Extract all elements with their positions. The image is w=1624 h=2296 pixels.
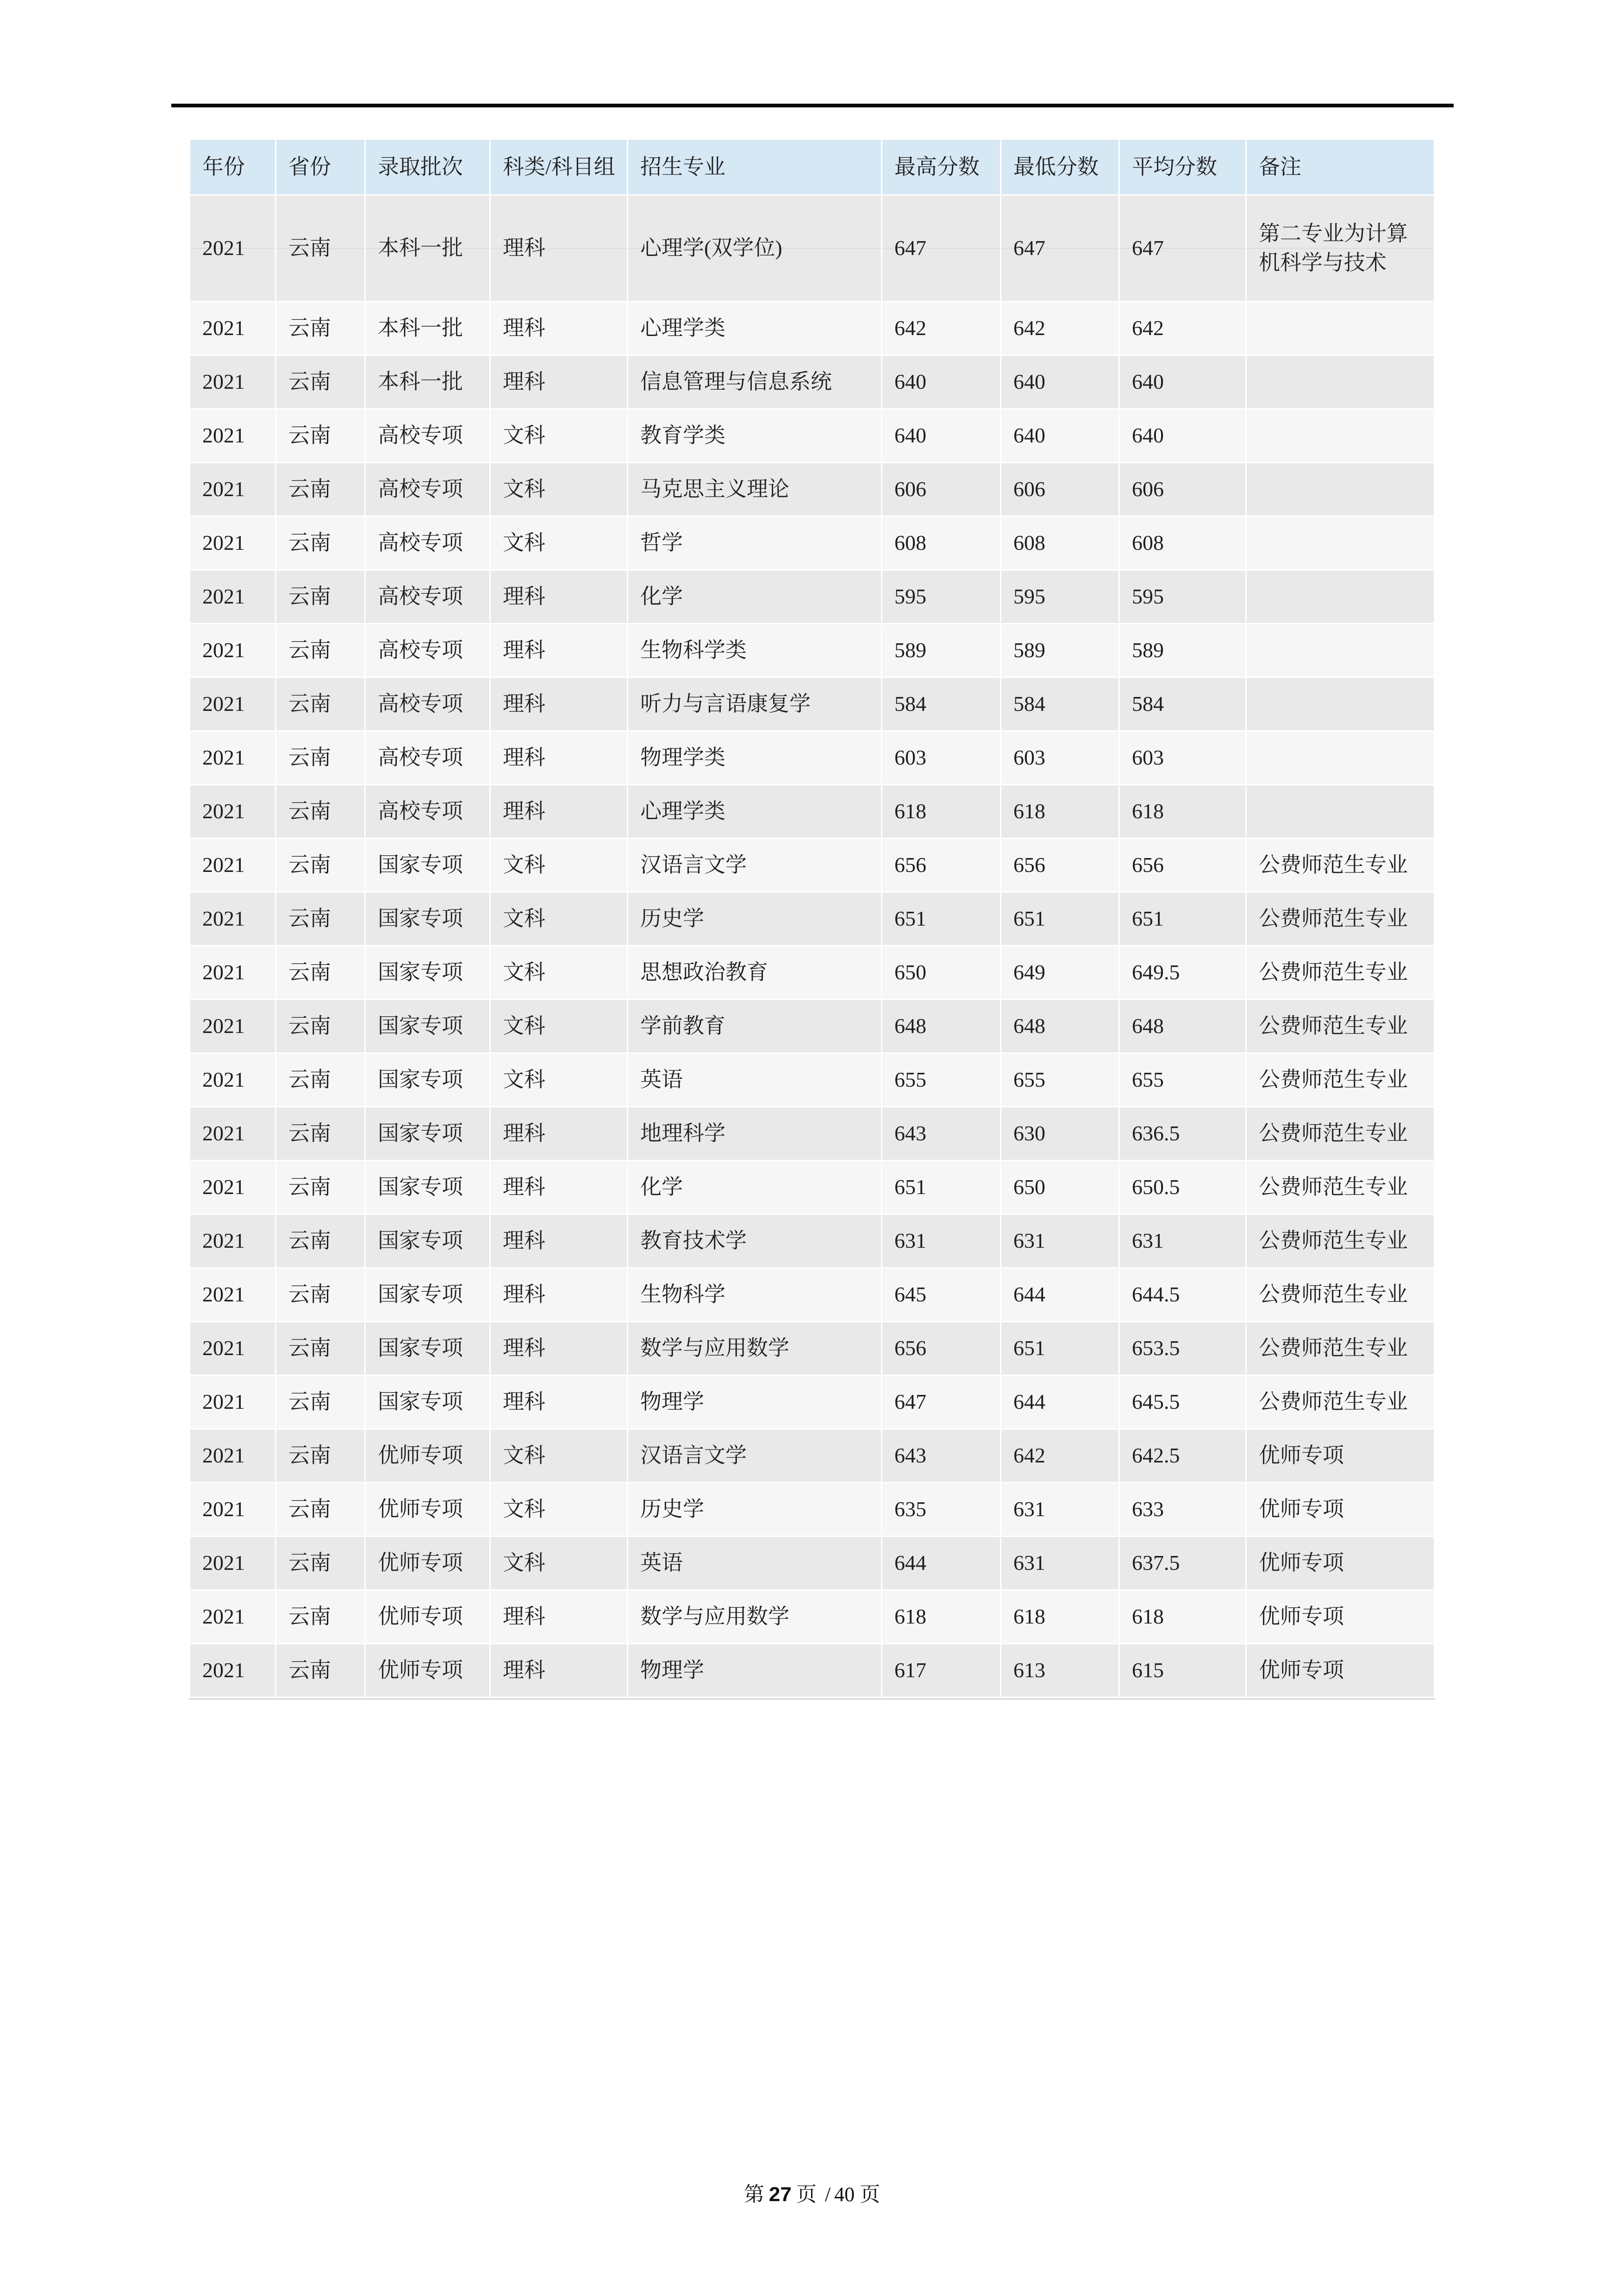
table-cell: 优师专项 xyxy=(1247,1430,1434,1482)
table-cell: 589 xyxy=(1120,624,1245,677)
footer-total: 40 xyxy=(834,2183,855,2206)
table-cell: 2021 xyxy=(190,1054,275,1106)
table-cell: 心理学类 xyxy=(628,302,881,355)
table-cell: 优师专项 xyxy=(1247,1591,1434,1643)
table-header-row xyxy=(190,140,1434,194)
table-cell: 化学 xyxy=(628,1161,881,1213)
table-cell: 2021 xyxy=(190,732,275,784)
table-cell: 优师专项 xyxy=(366,1591,489,1643)
table-cell: 云南 xyxy=(276,1269,364,1321)
header-cell: 最高分数 xyxy=(882,140,1000,194)
table-cell: 公费师范生专业 xyxy=(1247,839,1434,891)
table-cell: 642 xyxy=(882,302,1000,355)
table-cell: 640 xyxy=(1120,410,1245,462)
table-cell: 第二专业为计算机科学与技术 xyxy=(1247,196,1434,301)
table-row xyxy=(190,946,1434,999)
table-cell: 文科 xyxy=(491,410,627,462)
table-cell: 615 xyxy=(1120,1644,1245,1697)
table-cell: 马克思主义理论 xyxy=(628,463,881,516)
table-cell: 655 xyxy=(882,1054,1000,1106)
admission-score-table xyxy=(189,138,1435,1700)
page-footer xyxy=(0,2181,1624,2209)
table-cell: 2021 xyxy=(190,946,275,999)
table-cell: 历史学 xyxy=(628,1483,881,1536)
table-cell: 文科 xyxy=(491,1000,627,1052)
table-cell: 644 xyxy=(882,1537,1000,1589)
table-cell: 640 xyxy=(882,410,1000,462)
table-cell: 云南 xyxy=(276,356,364,408)
table-row xyxy=(190,1161,1434,1213)
table-cell: 听力与言语康复学 xyxy=(628,678,881,730)
table-cell: 2021 xyxy=(190,463,275,516)
table-cell: 物理学 xyxy=(628,1376,881,1428)
table-cell: 640 xyxy=(1001,356,1118,408)
table-cell: 理科 xyxy=(491,732,627,784)
table-cell: 物理学 xyxy=(628,1644,881,1697)
table-cell: 英语 xyxy=(628,1054,881,1106)
table-cell: 642 xyxy=(1001,1430,1118,1482)
table-cell: 高校专项 xyxy=(366,678,489,730)
table-row xyxy=(190,1269,1434,1321)
table-cell: 文科 xyxy=(491,463,627,516)
table-cell: 2021 xyxy=(190,1161,275,1213)
table-cell: 650.5 xyxy=(1120,1161,1245,1213)
table-cell: 云南 xyxy=(276,678,364,730)
table-cell: 650 xyxy=(1001,1161,1118,1213)
table-cell: 本科一批 xyxy=(366,356,489,408)
table-cell: 656 xyxy=(1001,839,1118,891)
table-cell: 2021 xyxy=(190,517,275,569)
footer-page-number: 27 xyxy=(768,2183,792,2206)
table-body xyxy=(190,196,1434,1697)
table-cell: 643 xyxy=(882,1108,1000,1160)
table-cell: 656 xyxy=(1120,839,1245,891)
table-cell: 理科 xyxy=(491,1269,627,1321)
table-cell: 618 xyxy=(1001,785,1118,838)
table-cell: 589 xyxy=(882,624,1000,677)
table-cell: 2021 xyxy=(190,1376,275,1428)
table-cell: 优师专项 xyxy=(366,1537,489,1589)
table-cell: 云南 xyxy=(276,410,364,462)
table-cell: 2021 xyxy=(190,839,275,891)
table-cell: 公费师范生专业 xyxy=(1247,1376,1434,1428)
table-row xyxy=(190,1430,1434,1482)
table-cell: 595 xyxy=(1001,571,1118,623)
table-cell: 云南 xyxy=(276,839,364,891)
table-cell: 613 xyxy=(1001,1644,1118,1697)
table-cell: 心理学(双学位) xyxy=(628,196,881,301)
table-cell: 618 xyxy=(1001,1591,1118,1643)
table-cell: 640 xyxy=(1120,356,1245,408)
table-cell: 2021 xyxy=(190,893,275,945)
table-cell: 云南 xyxy=(276,571,364,623)
table-cell: 云南 xyxy=(276,1483,364,1536)
table-cell: 云南 xyxy=(276,1108,364,1160)
table-cell: 云南 xyxy=(276,1054,364,1106)
table-cell: 648 xyxy=(1120,1000,1245,1052)
table-row xyxy=(190,624,1434,677)
table-cell: 公费师范生专业 xyxy=(1247,893,1434,945)
table-cell: 理科 xyxy=(491,356,627,408)
table-row xyxy=(190,571,1434,623)
table-cell: 信息管理与信息系统 xyxy=(628,356,881,408)
table-cell: 国家专项 xyxy=(366,1322,489,1375)
table-cell: 644.5 xyxy=(1120,1269,1245,1321)
table-cell: 2021 xyxy=(190,1215,275,1267)
table-cell: 618 xyxy=(882,1591,1000,1643)
table-row xyxy=(190,839,1434,891)
table-cell: 644 xyxy=(1001,1269,1118,1321)
table-cell: 631 xyxy=(1001,1483,1118,1536)
table-cell: 数学与应用数学 xyxy=(628,1591,881,1643)
table-cell: 优师专项 xyxy=(1247,1483,1434,1536)
table-cell: 生物科学 xyxy=(628,1269,881,1321)
table-cell: 国家专项 xyxy=(366,1376,489,1428)
table-cell: 645.5 xyxy=(1120,1376,1245,1428)
table-row xyxy=(190,196,1434,301)
table-cell: 文科 xyxy=(491,1054,627,1106)
table-cell: 云南 xyxy=(276,1215,364,1267)
header-cell: 录取批次 xyxy=(366,140,489,194)
table-cell: 608 xyxy=(1001,517,1118,569)
table-cell: 理科 xyxy=(491,1376,627,1428)
table-cell: 公费师范生专业 xyxy=(1247,1054,1434,1106)
table-cell: 高校专项 xyxy=(366,517,489,569)
table-cell: 603 xyxy=(1001,732,1118,784)
table-cell: 历史学 xyxy=(628,893,881,945)
table-cell xyxy=(1247,517,1434,569)
table-row xyxy=(190,1537,1434,1589)
table-cell: 2021 xyxy=(190,1430,275,1482)
table-cell: 云南 xyxy=(276,463,364,516)
table-cell xyxy=(1247,785,1434,838)
footer-total-label: 页 xyxy=(860,2183,881,2206)
table-cell: 655 xyxy=(1001,1054,1118,1106)
table-cell: 理科 xyxy=(491,1322,627,1375)
table-cell: 国家专项 xyxy=(366,1215,489,1267)
table-row xyxy=(190,302,1434,355)
table-row xyxy=(190,1322,1434,1375)
table-cell: 云南 xyxy=(276,1591,364,1643)
table-cell: 589 xyxy=(1001,624,1118,677)
table-cell: 603 xyxy=(882,732,1000,784)
table-cell: 635 xyxy=(882,1483,1000,1536)
footer-prefix: 第 xyxy=(743,2183,764,2206)
table-cell: 优师专项 xyxy=(366,1430,489,1482)
table-cell: 2021 xyxy=(190,1483,275,1536)
table-cell: 国家专项 xyxy=(366,1161,489,1213)
table-cell xyxy=(1247,678,1434,730)
table-cell: 教育技术学 xyxy=(628,1215,881,1267)
table-cell: 656 xyxy=(882,839,1000,891)
table-cell: 2021 xyxy=(190,196,275,301)
table-cell: 645 xyxy=(882,1269,1000,1321)
table-cell: 教育学类 xyxy=(628,410,881,462)
table-cell: 642.5 xyxy=(1120,1430,1245,1482)
table-cell: 651 xyxy=(882,1161,1000,1213)
table-cell: 2021 xyxy=(190,302,275,355)
table-row xyxy=(190,1483,1434,1536)
table-cell: 数学与应用数学 xyxy=(628,1322,881,1375)
table-cell: 公费师范生专业 xyxy=(1247,1161,1434,1213)
table-cell: 高校专项 xyxy=(366,463,489,516)
table-cell: 理科 xyxy=(491,302,627,355)
table-cell: 理科 xyxy=(491,1591,627,1643)
table-cell: 公费师范生专业 xyxy=(1247,1322,1434,1375)
table-cell: 595 xyxy=(882,571,1000,623)
table-cell: 633 xyxy=(1120,1483,1245,1536)
table-cell: 优师专项 xyxy=(366,1483,489,1536)
table-cell: 584 xyxy=(882,678,1000,730)
header-cell: 平均分数 xyxy=(1120,140,1245,194)
table-cell: 2021 xyxy=(190,1591,275,1643)
table-cell: 公费师范生专业 xyxy=(1247,1108,1434,1160)
table-cell: 649 xyxy=(1001,946,1118,999)
table-cell: 617 xyxy=(882,1644,1000,1697)
table-cell: 理科 xyxy=(491,571,627,623)
table-row xyxy=(190,1000,1434,1052)
table-cell: 汉语言文学 xyxy=(628,1430,881,1482)
table-cell: 云南 xyxy=(276,624,364,677)
table-cell: 651 xyxy=(1001,1322,1118,1375)
footer-page-label: 页 xyxy=(796,2183,817,2206)
table-cell: 理科 xyxy=(491,196,627,301)
table-cell: 生物科学类 xyxy=(628,624,881,677)
table-cell: 643 xyxy=(882,1430,1000,1482)
table-cell: 文科 xyxy=(491,1537,627,1589)
table-cell: 640 xyxy=(882,356,1000,408)
table-cell: 云南 xyxy=(276,1644,364,1697)
table-cell: 618 xyxy=(882,785,1000,838)
table-cell xyxy=(1247,624,1434,677)
table-cell: 理科 xyxy=(491,1215,627,1267)
table-cell: 647 xyxy=(882,1376,1000,1428)
table-cell: 文科 xyxy=(491,1430,627,1482)
table-cell: 地理科学 xyxy=(628,1108,881,1160)
table-cell: 文科 xyxy=(491,946,627,999)
header-cell: 年份 xyxy=(190,140,275,194)
table-cell: 高校专项 xyxy=(366,732,489,784)
header-cell: 省份 xyxy=(276,140,364,194)
table-cell: 云南 xyxy=(276,1161,364,1213)
table-cell: 631 xyxy=(1120,1215,1245,1267)
table-cell: 高校专项 xyxy=(366,624,489,677)
table-cell: 2021 xyxy=(190,410,275,462)
table-cell: 637.5 xyxy=(1120,1537,1245,1589)
table-cell: 630 xyxy=(1001,1108,1118,1160)
table-cell: 公费师范生专业 xyxy=(1247,1215,1434,1267)
table-cell: 650 xyxy=(882,946,1000,999)
table-cell: 2021 xyxy=(190,785,275,838)
table-row xyxy=(190,1644,1434,1697)
table-cell: 2021 xyxy=(190,624,275,677)
table-cell: 理科 xyxy=(491,1644,627,1697)
table-row xyxy=(190,785,1434,838)
table-cell: 606 xyxy=(1001,463,1118,516)
table-cell: 文科 xyxy=(491,839,627,891)
header-cell: 招生专业 xyxy=(628,140,881,194)
table-cell xyxy=(1247,463,1434,516)
table-cell: 云南 xyxy=(276,732,364,784)
table-cell xyxy=(1247,732,1434,784)
table-cell: 595 xyxy=(1120,571,1245,623)
table-cell: 云南 xyxy=(276,302,364,355)
table-cell: 理科 xyxy=(491,1108,627,1160)
table-row xyxy=(190,732,1434,784)
table-cell: 云南 xyxy=(276,196,364,301)
table-cell: 理科 xyxy=(491,678,627,730)
table-cell: 理科 xyxy=(491,1161,627,1213)
table-cell: 2021 xyxy=(190,678,275,730)
table-cell: 651 xyxy=(1120,893,1245,945)
table-cell: 648 xyxy=(1001,1000,1118,1052)
table-row xyxy=(190,463,1434,516)
table-cell: 608 xyxy=(882,517,1000,569)
table-cell: 云南 xyxy=(276,1537,364,1589)
table-cell: 国家专项 xyxy=(366,839,489,891)
table-cell: 636.5 xyxy=(1120,1108,1245,1160)
table-cell: 640 xyxy=(1001,410,1118,462)
table-cell: 584 xyxy=(1120,678,1245,730)
table-cell: 理科 xyxy=(491,624,627,677)
table-cell: 本科一批 xyxy=(366,196,489,301)
table-cell: 学前教育 xyxy=(628,1000,881,1052)
header-cell: 科类/科目组 xyxy=(491,140,627,194)
table-cell: 647 xyxy=(882,196,1000,301)
table-cell: 公费师范生专业 xyxy=(1247,1000,1434,1052)
table-cell: 汉语言文学 xyxy=(628,839,881,891)
table-cell: 2021 xyxy=(190,1644,275,1697)
table-cell: 651 xyxy=(1001,893,1118,945)
table-cell: 公费师范生专业 xyxy=(1247,946,1434,999)
table-cell: 文科 xyxy=(491,1483,627,1536)
table-cell: 644 xyxy=(1001,1376,1118,1428)
table-row xyxy=(190,893,1434,945)
header-cell: 备注 xyxy=(1247,140,1434,194)
table-row xyxy=(190,1054,1434,1106)
table-cell: 2021 xyxy=(190,356,275,408)
table-cell: 高校专项 xyxy=(366,571,489,623)
table-cell: 606 xyxy=(1120,463,1245,516)
table-cell: 656 xyxy=(882,1322,1000,1375)
table-cell: 文科 xyxy=(491,517,627,569)
table-cell: 国家专项 xyxy=(366,1269,489,1321)
table-cell: 云南 xyxy=(276,1430,364,1482)
table-cell: 物理学类 xyxy=(628,732,881,784)
table-cell: 云南 xyxy=(276,517,364,569)
table-row xyxy=(190,410,1434,462)
table-cell: 618 xyxy=(1120,785,1245,838)
table-cell: 国家专项 xyxy=(366,1000,489,1052)
table-row xyxy=(190,678,1434,730)
table-cell: 优师专项 xyxy=(1247,1644,1434,1697)
table-cell xyxy=(1247,302,1434,355)
table-cell: 647 xyxy=(1001,196,1118,301)
table-row xyxy=(190,1376,1434,1428)
header-rule xyxy=(171,104,1454,107)
table-cell: 国家专项 xyxy=(366,893,489,945)
table-cell xyxy=(1247,571,1434,623)
table-cell: 649.5 xyxy=(1120,946,1245,999)
table-cell: 2021 xyxy=(190,1269,275,1321)
table-cell: 2021 xyxy=(190,1537,275,1589)
table-cell: 云南 xyxy=(276,785,364,838)
table-cell: 648 xyxy=(882,1000,1000,1052)
table-cell: 651 xyxy=(882,893,1000,945)
table-cell: 高校专项 xyxy=(366,785,489,838)
table-row xyxy=(190,517,1434,569)
table-cell: 高校专项 xyxy=(366,410,489,462)
table-cell: 国家专项 xyxy=(366,946,489,999)
table-cell: 2021 xyxy=(190,1108,275,1160)
table-cell: 2021 xyxy=(190,1000,275,1052)
table-cell: 国家专项 xyxy=(366,1054,489,1106)
table-cell: 606 xyxy=(882,463,1000,516)
table-cell: 631 xyxy=(1001,1537,1118,1589)
footer-separator: / xyxy=(824,2183,831,2206)
table-cell: 2021 xyxy=(190,1322,275,1375)
table-cell: 本科一批 xyxy=(366,302,489,355)
table-cell: 哲学 xyxy=(628,517,881,569)
table-cell: 公费师范生专业 xyxy=(1247,1269,1434,1321)
table-row xyxy=(190,1215,1434,1267)
table-cell: 文科 xyxy=(491,893,627,945)
table-cell: 优师专项 xyxy=(1247,1537,1434,1589)
table-cell: 国家专项 xyxy=(366,1108,489,1160)
table-cell xyxy=(1247,356,1434,408)
table-cell: 647 xyxy=(1120,196,1245,301)
table-cell: 631 xyxy=(882,1215,1000,1267)
table-cell: 化学 xyxy=(628,571,881,623)
table-cell: 608 xyxy=(1120,517,1245,569)
header-cell: 最低分数 xyxy=(1001,140,1118,194)
table-cell: 云南 xyxy=(276,946,364,999)
table-row xyxy=(190,356,1434,408)
table-cell: 思想政治教育 xyxy=(628,946,881,999)
table-cell: 642 xyxy=(1120,302,1245,355)
table-cell: 631 xyxy=(1001,1215,1118,1267)
table-cell: 心理学类 xyxy=(628,785,881,838)
table-cell: 653.5 xyxy=(1120,1322,1245,1375)
table-cell: 2021 xyxy=(190,571,275,623)
table-row xyxy=(190,1108,1434,1160)
table-cell: 584 xyxy=(1001,678,1118,730)
table-cell: 655 xyxy=(1120,1054,1245,1106)
table-cell: 642 xyxy=(1001,302,1118,355)
table-cell: 603 xyxy=(1120,732,1245,784)
table-cell: 优师专项 xyxy=(366,1644,489,1697)
table-row xyxy=(190,1591,1434,1643)
table-cell: 云南 xyxy=(276,1000,364,1052)
table-cell: 云南 xyxy=(276,893,364,945)
table-cell: 理科 xyxy=(491,785,627,838)
table-cell: 云南 xyxy=(276,1322,364,1375)
table-cell: 英语 xyxy=(628,1537,881,1589)
table-cell: 618 xyxy=(1120,1591,1245,1643)
table-cell xyxy=(1247,410,1434,462)
table-cell: 云南 xyxy=(276,1376,364,1428)
